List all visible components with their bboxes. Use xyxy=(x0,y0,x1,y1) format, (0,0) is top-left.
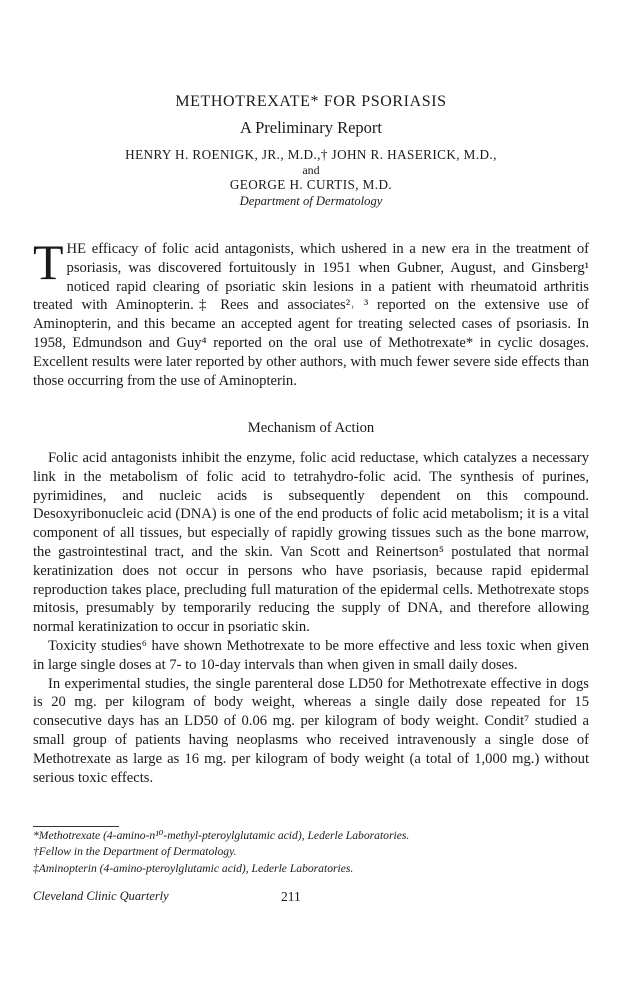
footnotes xyxy=(33,828,589,877)
mechanism-paragraph-3: In experimental studies, the single parenteral dose LD50 for Methotrexate effective in dogs is 20 mg. per kilogram of body weight, whereas a single daily dose repeated for 15 consecutive days has an LD50 of 0.06 mg. per kilogram of body weight. Condit⁷ studied a small group of patients having neoplasms who received intravenously a single dose of Methotrexate as large as 16 mg. per kilogram of body weight (a total of 1,000 mg.) without serious toxic effects. xyxy=(33,675,589,786)
article-title: METHOTREXATE* FOR PSORIASIS xyxy=(175,93,447,110)
page-number: 211 xyxy=(281,889,301,904)
footnote-aminopterin: ‡Aminopterin (4-amino-pteroylglutamic acid), Lederle Laboratories. xyxy=(33,861,354,875)
page-footer xyxy=(33,889,589,907)
article-subtitle: A Preliminary Report xyxy=(239,118,383,137)
footnote-fellow: †Fellow in the Department of Dermatology. xyxy=(33,845,237,859)
author-block xyxy=(33,147,589,209)
intro-text: HE efficacy of folic acid antagonists, which ushered in a new era in the treatment of psoriasis, was discovered fortuitously in 1951 when Gubner, August, and Ginsberg¹ noticed rapid clearing of psoriatic skin lesions in a patient with rheumatoid arthritis treated with Aminopterin.‡ Rees and associates²˒ ³ reported on the extensive use of Aminopterin, and this became an accepted agent for treating selected cases of psoriasis. In 1958, Edmundson and Guy⁴ reported on the oral use of Methotrexate* in cyclic dosages. Excellent results were later reported by other authors, with much fewer severe side effects than those occurring from the use of Aminopterin. xyxy=(33,241,589,389)
footnote-divider xyxy=(33,826,119,827)
mechanism-paragraph-1: Folic acid antagonists inhibit the enzyme, folic acid reductase, which catalyzes a necessary link in the metabolism of folic acid to tetrahydro-folic acid. The synthesis of purines, pyrimidines, and nucleic acids is subsequently dependent on this compound. Desoxyribonucleic acid (DNA) is one of the end products of folic acid metabolism; it is a vital component of all tissues, but especially of rapidly growing tissues such as the bone marrow, the gastrointestinal tract, and the skin. Van Scott and Reinertson⁵ postulated that normal keratinization does not occur in persons who have psoriasis, because rapid epidermal reproduction takes place, precluding full maturation of the epidermal cells. Methotrexate stops mitosis, presumably by temporarily reducing the supply of DNA, and therefore allowing normal keratinization to occur in psoriatic skin. xyxy=(33,450,589,636)
author-conjunction: and xyxy=(302,163,320,177)
journal-name: Cleveland Clinic Quarterly xyxy=(33,889,169,903)
section-heading-mechanism: Mechanism of Action xyxy=(247,420,375,436)
mechanism-section xyxy=(33,449,589,787)
footnote-methotrexate: *Methotrexate (4-amino-n¹⁰-methyl-pteroylglutamic acid), Lederle Laboratories. xyxy=(33,829,410,842)
drop-cap: T xyxy=(33,234,64,290)
intro-paragraph xyxy=(33,234,589,390)
article-page xyxy=(33,0,589,984)
author-line-1: HENRY H. ROENIGK, JR., M.D.,† JOHN R. HASERICK, M.D., xyxy=(125,147,497,162)
department-label: Department of Dermatology xyxy=(239,194,383,208)
mechanism-paragraph-2: Toxicity studies⁶ have shown Methotrexate to be more effective and less toxic when given in large single doses at 7- to 10-day intervals than when given in small daily doses. xyxy=(33,637,589,673)
author-line-2: GEORGE H. CURTIS, M.D. xyxy=(229,177,393,192)
